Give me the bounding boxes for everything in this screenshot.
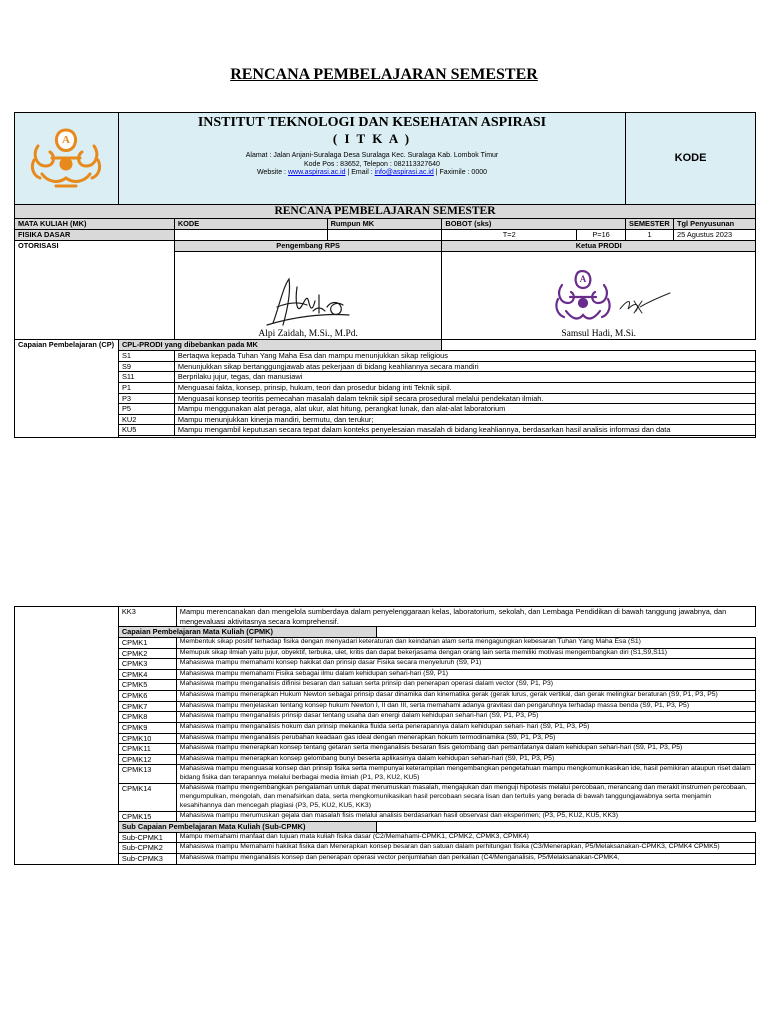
rps-subheader: RENCANA PEMBELAJARAN SEMESTER <box>15 205 756 219</box>
cpmk-text: Mahasiswa mampu menganalisis difinisi besaran dan satuan serta prinsip dan penerapan operasi dalam vector (S9, P1, P3) <box>176 680 755 691</box>
table-row <box>15 744 756 755</box>
cpmk-text: Mahasiswa mampu menganalisis hokum dan prinsip mekanika fluida serta penerapannya dalam kehidupan sehari- hari (S9, P1, P3, P5) <box>176 722 755 733</box>
ketua-stamp-icon <box>524 265 674 329</box>
table-row <box>15 680 756 691</box>
course-tgl: 25 Agustus 2023 <box>674 230 756 241</box>
cpl-header-empty <box>442 340 756 351</box>
institution-info-cell <box>118 113 625 205</box>
cpmk-code: CPMK13 <box>118 765 176 784</box>
pengembang-signature-cell <box>174 252 442 340</box>
cp-code: KK3 <box>118 607 176 627</box>
table-row <box>15 361 756 372</box>
table-row <box>15 607 756 627</box>
logo-cell <box>15 113 119 205</box>
institution-postal: Kode Pos : 83652, Telepon : 082113327640 <box>303 160 440 168</box>
pengembang-label: Pengembang RPS <box>174 241 442 252</box>
ketua-label: Ketua PRODI <box>442 241 756 252</box>
cpmk-text: Mahasiswa mampu menerapkan konsep tentang getaran serta menganalisis besaran fisis gelombang dan pemanfatanya dalam kehidupan sehari-hari (S9, P1, P3, P5) <box>176 744 755 755</box>
cpmk-text: Mahasiswa mampu menerapkan Hukum Newton sebagai prinsip dasar dinamika dan kinematika gerak (gerak lurus, gerak vertikal, dan gerak melingkar beraturan (S9, P1, P3, P5) <box>176 691 755 702</box>
subcpmk-code: Sub-CPMK3 <box>118 854 176 865</box>
table-row <box>15 712 756 723</box>
cpmk-code: CPMK15 <box>118 811 176 822</box>
subcpmk-code: Sub-CPMK1 <box>118 832 176 843</box>
cp-text: Berprilaku jujur, tegas, dan manusiawi <box>174 372 755 383</box>
cp-code: P1 <box>118 382 174 393</box>
svg-text:A: A <box>62 134 71 147</box>
cpmk-code: CPMK9 <box>118 722 176 733</box>
course-semester: 1 <box>626 230 674 241</box>
institution-header-row <box>15 113 756 205</box>
cpmk-code: CPMK11 <box>118 744 176 755</box>
subcpmk-text: Mahasiswa mampu menganalisis konsep dan penerapan operasi vector penjumlahan dan perkalian (C4/Menganalisis, P5/Melaksanakan-CPMK4, <box>176 854 755 865</box>
otorisasi-label: OTORISASI <box>15 241 175 340</box>
ketua-signature-cell <box>442 252 756 340</box>
cp-text: Mampu mengambil keputusan secara tepat dalam konteks penyelesaian masalah di bidang keahliannya, berdasarkan hasil analisis informasi dan data <box>174 425 755 436</box>
course-name: FISIKA DASAR <box>15 230 175 241</box>
kode-label: KODE <box>174 219 327 230</box>
cpmk-code: CPMK7 <box>118 701 176 712</box>
table-row <box>15 404 756 415</box>
cp-label-continued <box>15 607 119 865</box>
tgl-label: Tgl Penyusunan <box>674 219 756 230</box>
cpmk-code: CPMK5 <box>118 680 176 691</box>
cpl-prodi-header: CPL-PRODI yang dibebankan pada MK <box>118 340 441 351</box>
table-row <box>15 765 756 784</box>
cpmk-code: CPMK6 <box>118 691 176 702</box>
table-row <box>15 784 756 811</box>
cpmk-code: CPMK4 <box>118 669 176 680</box>
table-row <box>15 811 756 822</box>
cp-text: Mampu merencanakan dan mengelola sumberdaya dalam penyelenggaraan kelas, laboratorium, sekolah, dan Lembaga Pendidikan di bawah tanggung jawabnya, dan mengevaluasi aktivitasnya secara komprehensif. <box>176 607 755 627</box>
email-label: | Email : <box>345 169 375 177</box>
table-row <box>15 832 756 843</box>
kode-header: KODE <box>626 113 756 205</box>
bobot-label: BOBOT (sks) <box>442 219 626 230</box>
cp-text: Menguasai fakta, konsep, prinsip, hukum, teori dan prosedur bidang inti Teknik sipil. <box>174 382 755 393</box>
ketua-name: Samsul Hadi, M.Si. <box>561 328 637 339</box>
course-rumpun <box>327 230 442 241</box>
table-row <box>15 854 756 865</box>
table-row <box>15 637 756 648</box>
subcpmk-text: Mahasiswa mampu Memahami hakikat fisika dan Menerapkan konsep besaran dan satuan dalam perhitungan fisika (C3/Menerapkan, P5/Melaksanakan-CPMK3, CPMK4 CPMK5) <box>176 843 755 854</box>
cpmk-code: CPMK14 <box>118 784 176 811</box>
cpmk-code: CPMK1 <box>118 637 176 648</box>
cpmk-header-empty <box>376 627 755 638</box>
cpmk-text: Mahasiswa mampu menerapkan konsep gelombang bunyi beserta aplikasinya dalam kehidupan sehari-hari (S9, P1, P3, P5) <box>176 754 755 765</box>
table-row <box>15 414 756 425</box>
cp-label: Capaian Pembelajaran (CP) <box>15 340 119 438</box>
table-row <box>15 733 756 744</box>
subcpmk-header-empty <box>376 822 755 833</box>
table-row <box>15 843 756 854</box>
cpmk-text: Memupuk sikap ilmiah yaitu jujur, obyektif, terbuka, ulet, kritis dan dapat bekerjasama dengan orang lain serta memiliki motivasi mengembangkan diri (S1,S9,S11) <box>176 648 755 659</box>
table-row <box>15 372 756 383</box>
cp-code: S1 <box>118 351 174 362</box>
table-row <box>15 351 756 362</box>
cpmk-code: CPMK3 <box>118 659 176 670</box>
table-row <box>15 648 756 659</box>
institution-logo-icon <box>28 124 104 190</box>
cpmk-text: Mahasiswa mampu menganalisis perubahan keadaan gas ideal dengan menerapkan hokum termodinamika (S9, P1, P3, P5) <box>176 733 755 744</box>
cp-text: Bertaqwa kepada Tuhan Yang Maha Esa dan mampu menunjukkan sikap religious <box>174 351 755 362</box>
cp-text: Menguasai konsep teoritis pemecahan masalah dalam teknik sipil secara prosedural melalui pendekatan ilmiah. <box>174 393 755 404</box>
course-kode <box>174 230 327 241</box>
website-link[interactable]: www.aspirasi.ac.id <box>287 169 346 177</box>
table-row <box>15 425 756 436</box>
cp-code: P3 <box>118 393 174 404</box>
table-row <box>15 669 756 680</box>
bobot-t: T=2 <box>442 230 577 241</box>
cp-code: S11 <box>118 372 174 383</box>
svg-text:A: A <box>579 273 586 284</box>
bobot-p: P=16 <box>577 230 626 241</box>
institution-name: INSTITUT TEKNOLOGI DAN KESEHATAN ASPIRASI <box>197 115 547 130</box>
table-row <box>15 691 756 702</box>
cpmk-code: CPMK12 <box>118 754 176 765</box>
cpmk-code: CPMK2 <box>118 648 176 659</box>
rumpun-label: Rumpun MK <box>327 219 442 230</box>
cp-code: KU2 <box>118 414 174 425</box>
cp-text: Mampu menunjukkan kinerja mandiri, bermutu, dan terukur; <box>174 414 755 425</box>
institution-abbr: ( I T K A ) <box>332 131 412 147</box>
cp-text: Mampu menggunakan alat peraga, alat ukur, alat hitung, perangkat lunak, dan alat-alat laboratorium <box>174 404 755 415</box>
pengembang-signature-icon <box>253 267 363 329</box>
semester-label: SEMESTER <box>626 219 674 230</box>
rps-table-page2 <box>14 606 756 865</box>
institution-contact <box>122 169 622 178</box>
cp-code: P5 <box>118 404 174 415</box>
cpmk-text: Mahasiswa mampu menguasai konsep dan prinsip fisika serta mempunyai keterampilan mengembangkan pengetahuan mampu mengkomunikasikan ide, hasil pemikiran ataupun riset dalam bidang fisika dan terapannya melalui berbagai media ilmiah (P1, P3, KU2, KU5) <box>176 765 755 784</box>
subcpmk-text: Mampu memahami manfaat dan tujuan mata kuliah fisika dasar (C2/Memahami-CPMK1, CPMK2, CPMK3, CPMK4) <box>176 832 755 843</box>
fax-text: | Faximile : 0000 <box>433 169 488 177</box>
table-row <box>15 754 756 765</box>
email-link[interactable]: info@aspirasi.ac.id <box>374 169 434 177</box>
institution-address: Alamat : Jalan Anjani-Suralaga Desa Suralaga Kec. Suralaga Kab. Lombok Timur <box>245 151 499 159</box>
table-row <box>15 659 756 670</box>
mk-label: MATA KULIAH (MK) <box>15 219 175 230</box>
cpmk-text: Mahasiswa mampu memahami konsep hakikat dan prinsip dasar Fisika secara menyeluruh (S9, P1) <box>176 659 755 670</box>
cpmk-text: Mahasiswa mampu mengembangkan pengalaman untuk dapat merumuskan masalah, mengajukan dan menguji hipotesis melalui percobaan, merancang dan merakit instrumen percobaan, mengumpulkan, mengolah, dan menafsirkan data, serta mengkomunikasikan hasil percobaan secara lisan dan tertulis yang berada di bawah tanggungjawabnya serta menjamin kesahihannya dan mencegah plagiasi (P3, P5, KU2, KU5, KK3) <box>176 784 755 811</box>
cp-text: Menunjukkan sikap bertanggungjawab atas pekerjaan di bidang keahliannya secara mandiri <box>174 361 755 372</box>
table-row <box>15 393 756 404</box>
subcpmk-header: Sub Capaian Pembelajaran Mata Kuliah (Sub-CPMK) <box>118 822 376 833</box>
pengembang-name: Alpi Zaidah, M.Si., M.Pd. <box>258 328 358 339</box>
table-row <box>15 701 756 712</box>
cpmk-text: Mahasiswa mampu menjelaskan tentang konsep hukum Newton I, II dan III, serta memahami adanya gravitasi dan pengaruhnya terhadap massa benda (S9, P1, P3, P5) <box>176 701 755 712</box>
cpmk-text: Mahasiswa mampu menganalisis prinsip dasar tentang usaha dan energi dalam kehidupan sehari-hari (S9, P1, P3, P5) <box>176 712 755 723</box>
cpmk-code: CPMK10 <box>118 733 176 744</box>
cpmk-header: Capaian Pembelajaran Mata Kuliah (CPMK) <box>118 627 376 638</box>
cpmk-text: Mahasiswa mampu memahami Fisika sebagai ilmu dalam kehidupan sehari-hari (S9, P1) <box>176 669 755 680</box>
cpmk-text: Mahasiswa mampu merumuskan gejala dan masalah fisis melalui analisis berdasarkan hasil observasi dan eksperimen; (P3, P5, KU2, KU5, KK3) <box>176 811 755 822</box>
cpmk-text: Membentuk sikap positif terhadap fisika dengan menyadari keteraturan dan keindahan alam serta mengagungkan kebesaran Tuhan Yang Maha Esa (S1) <box>176 637 755 648</box>
cp-code: S9 <box>118 361 174 372</box>
subcpmk-code: Sub-CPMK2 <box>118 843 176 854</box>
website-label: Website : <box>256 169 288 177</box>
cp-spacer <box>118 436 755 438</box>
cp-code: KU5 <box>118 425 174 436</box>
rps-table-page1 <box>14 112 756 438</box>
cpmk-code: CPMK8 <box>118 712 176 723</box>
table-row <box>15 722 756 733</box>
table-row <box>15 382 756 393</box>
document-title: RENCANA PEMBELAJARAN SEMESTER <box>230 66 538 83</box>
